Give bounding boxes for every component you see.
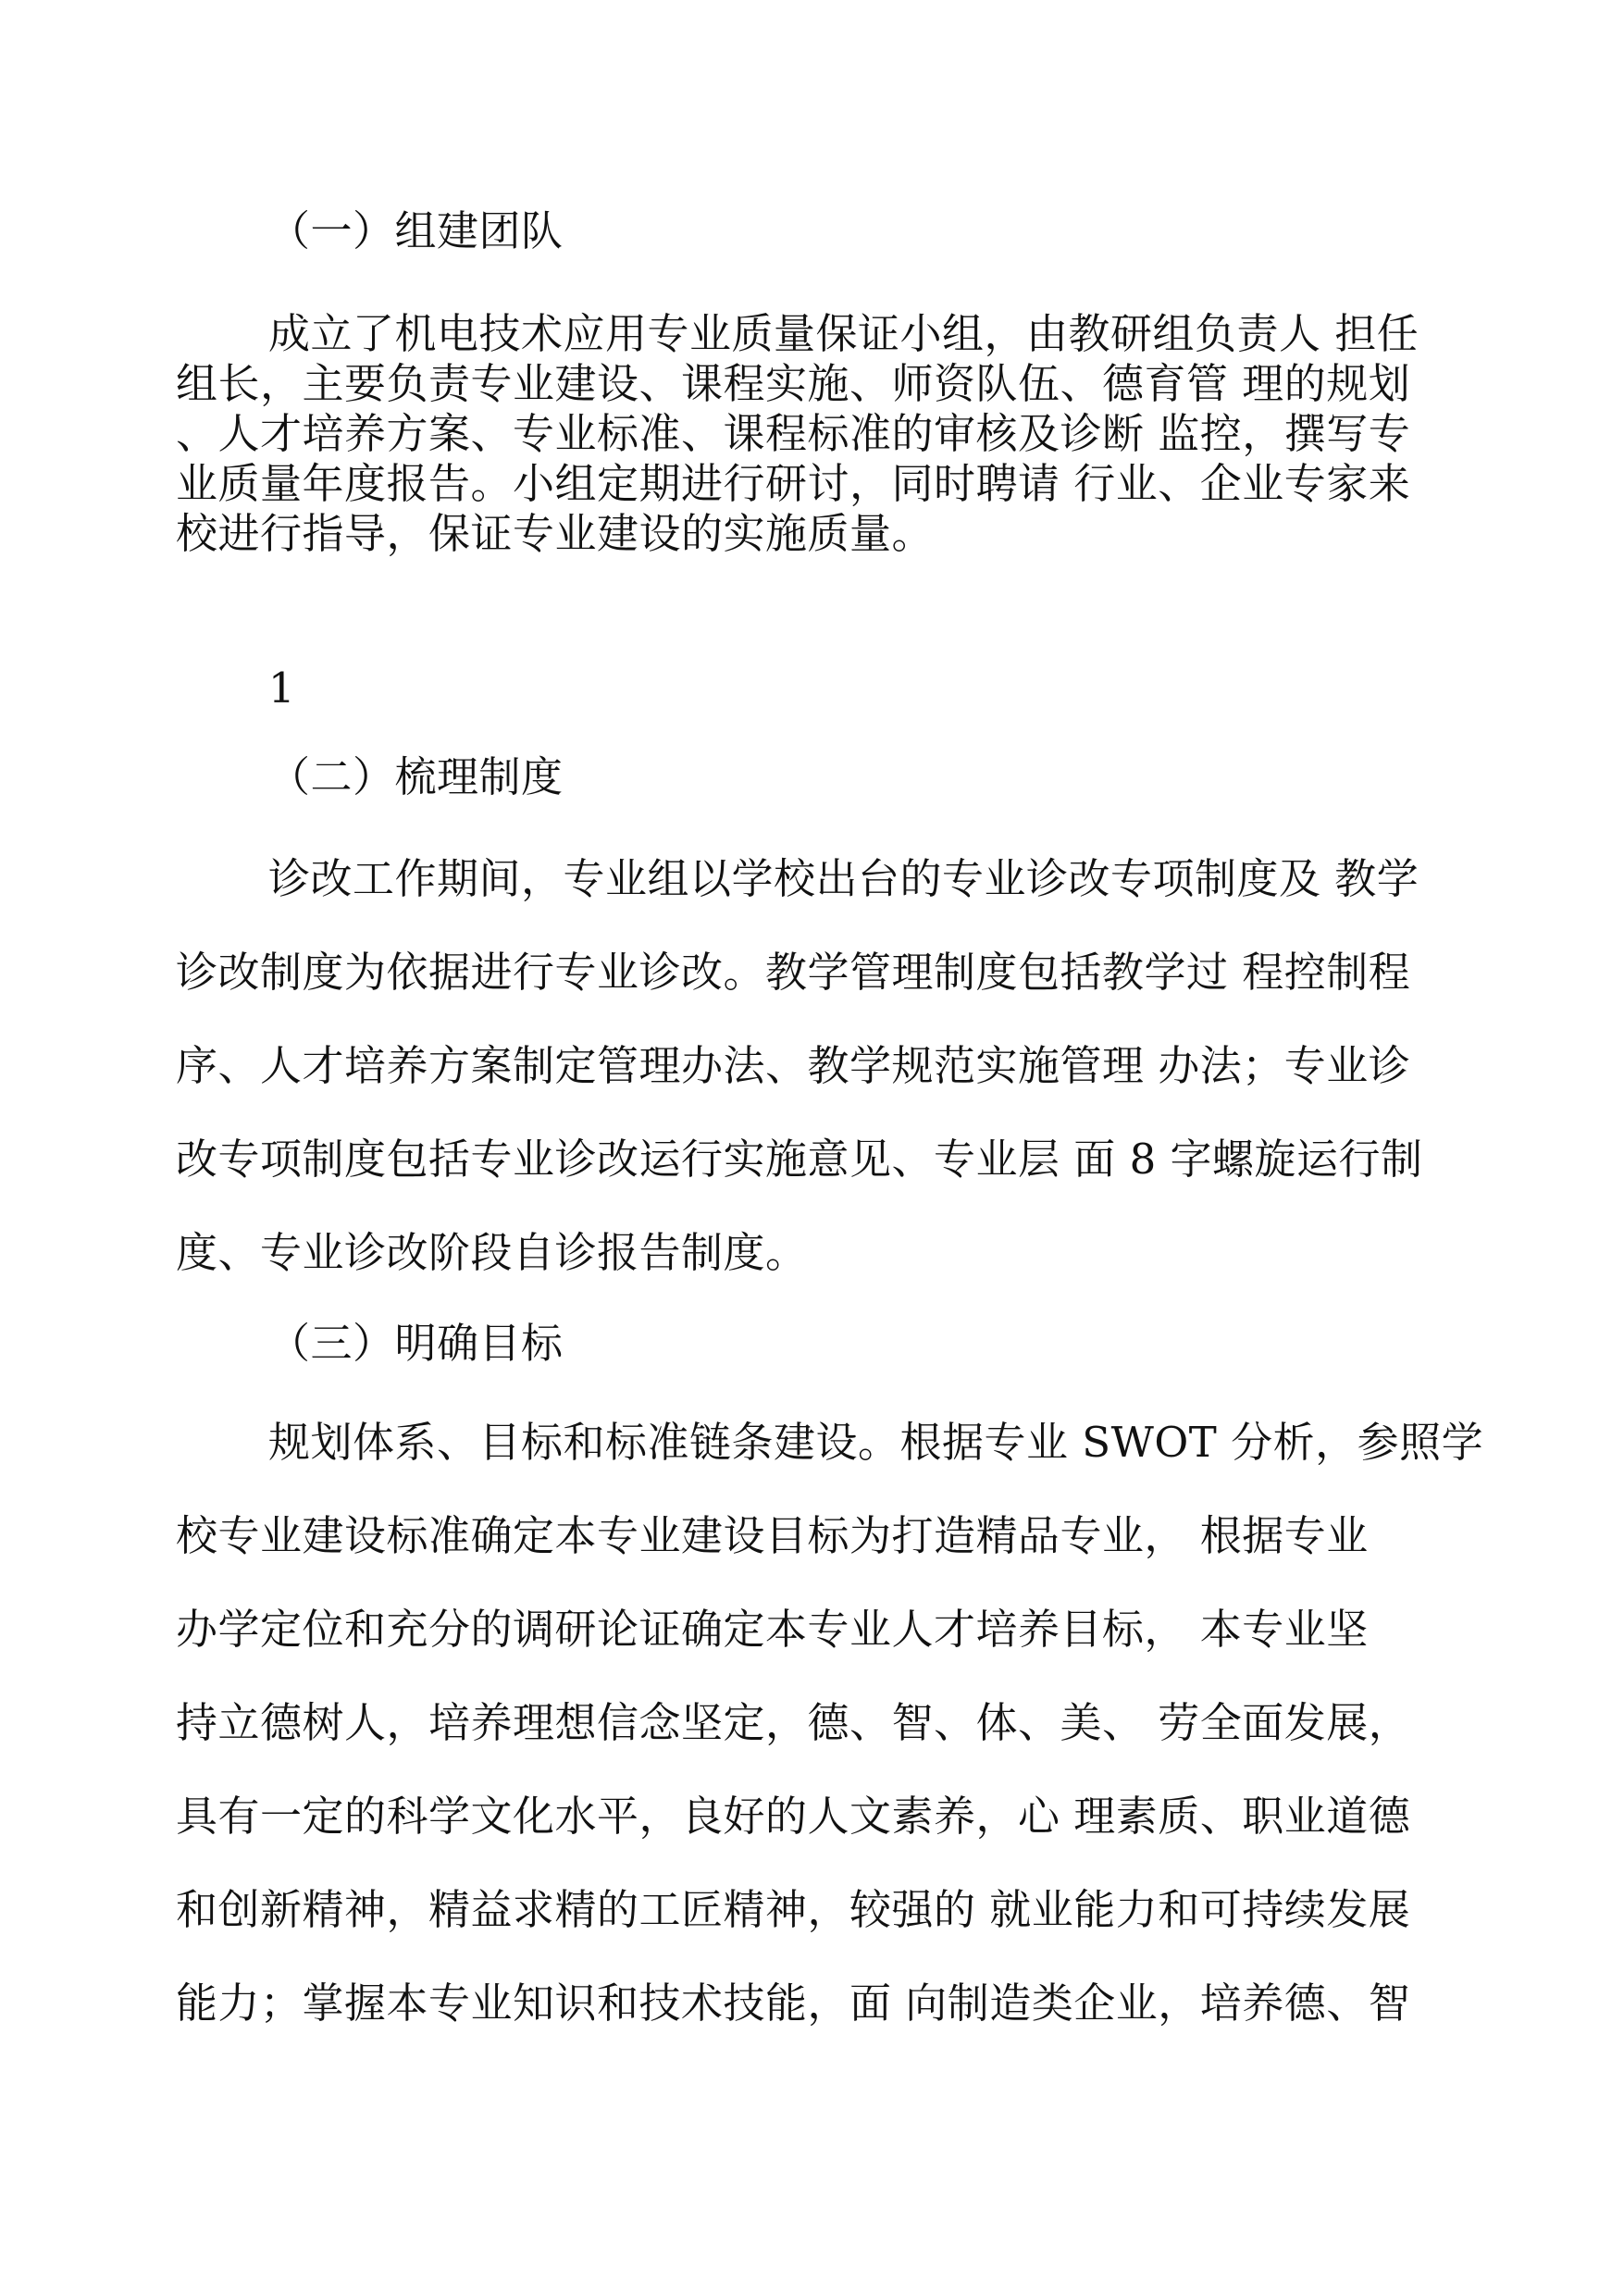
page-number: 1 <box>268 664 296 713</box>
paragraph-line: 规划体系、目标和标准链条建设。根据专业 SWOT 分析，参照学 <box>268 1418 1484 1467</box>
paragraph-line: 成立了机电技术应用专业质量保证小组，由教研组负责人 担任 <box>268 309 1419 358</box>
paragraph-line: 诊改工作期间，专业组以学校出台的专业诊改专项制度及 教学 <box>268 854 1419 903</box>
paragraph-line: 、人才培养方案、专业标准、课程标准的审核及诊断 监控，撰写专 <box>176 409 1411 458</box>
section-heading-2: （二）梳理制度 <box>268 752 564 801</box>
paragraph-line: 和创新精神，精益求精的工匠精神，较强的 就业能力和可持续发展 <box>176 1885 1411 1934</box>
paragraph-line: 组长，主要负责专业建设、课程实施、师资队伍、德育管 理的规划 <box>176 359 1411 408</box>
paragraph-line: 能力；掌握本专业知识和技术技能，面 向制造类企业，培养德、智 <box>176 1979 1411 2028</box>
paragraph-line: 业质量年度报告。小组定期进行研讨，同时聘请 行业、企业专家来 <box>176 459 1411 508</box>
section-heading-3: （三）明确目标 <box>268 1319 564 1368</box>
paragraph-line: 校专业建设标准确定本专业建设目标为打造精品专业， 根据专业 <box>176 1511 1369 1560</box>
paragraph-line: 度、专业诊改阶段自诊报告制度。 <box>176 1228 808 1277</box>
section-heading-1: （一）组建团队 <box>268 206 564 255</box>
paragraph-line: 校进行指导，保证专业建设的实施质量。 <box>176 509 935 558</box>
paragraph-line: 序、人才培养方案制定管理办法、教学规范实施管理 办法；专业诊 <box>176 1041 1411 1090</box>
paragraph-line: 具有一定的科学文化水平，良好的人文素养，心 理素质、职业道德 <box>176 1792 1411 1841</box>
paragraph-line: 持立德树人，培养理想信念坚定，德、智、体、美、 劳全面发展， <box>176 1698 1411 1747</box>
paragraph-line: 诊改制度为依据进行专业诊改。教学管理制度包括教学过 程控制程 <box>176 948 1411 997</box>
paragraph-line: 办学定位和充分的调研论证确定本专业人才培养目标， 本专业坚 <box>176 1605 1369 1654</box>
paragraph-line: 改专项制度包括专业诊改运行实施意见、专业层 面 8 字螺旋运行制 <box>176 1135 1423 1184</box>
